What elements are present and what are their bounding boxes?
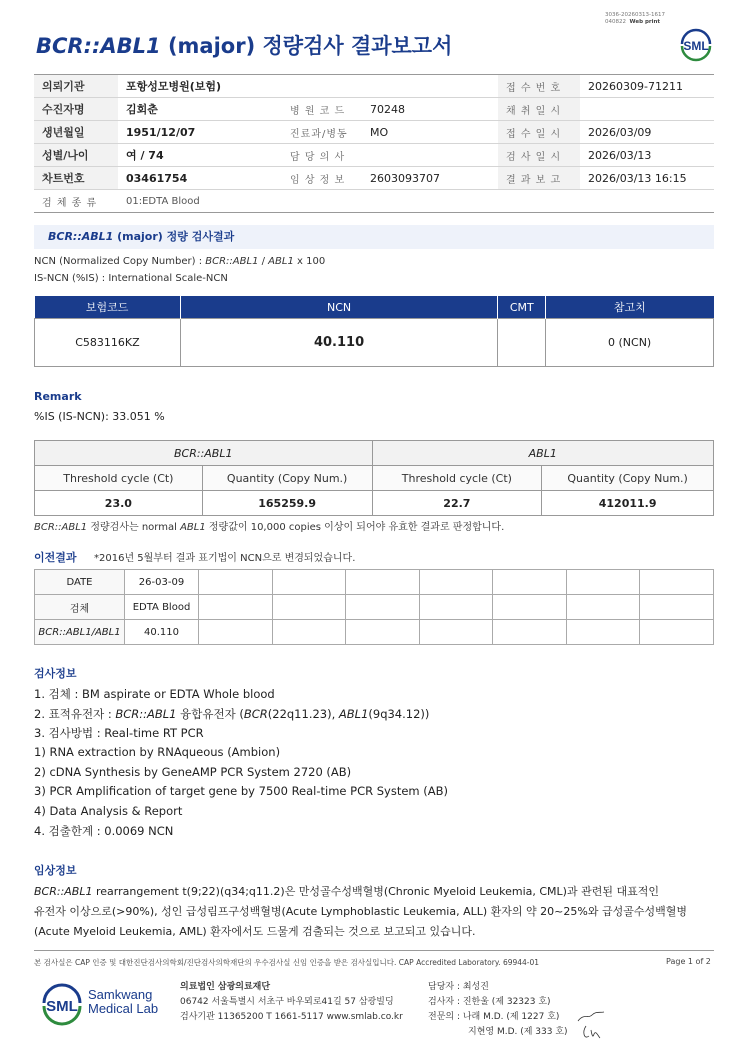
value-test-date: 2026/03/13 — [580, 144, 714, 167]
prev-label-specimen: 검체 — [35, 595, 125, 620]
group-bcr-abl1: BCR::ABL1 — [35, 441, 373, 466]
label-patient-name: 수진자명 — [34, 98, 118, 121]
prev-label-ratio: BCR::ABL1/ABL1 — [35, 620, 125, 645]
label-department: 진료과/병동 — [282, 121, 362, 144]
sml-logo — [676, 26, 716, 66]
cell-reference: 0 (NCN) — [546, 319, 714, 367]
value-qty-1: 165259.9 — [202, 491, 372, 516]
cell-ncn: 40.110 — [180, 319, 497, 367]
exam-line-1: 1. 검체 : BM aspirate or EDTA Whole blood — [34, 687, 275, 701]
patient-info-table — [34, 74, 714, 213]
header-ncn: NCN — [180, 296, 497, 319]
cell-cmt — [498, 319, 546, 367]
clinical-line-1: BCR::ABL1 rearrangement t(9;22)(q34;q11.2)은 만성골수성백혈병(Chronic Myeloid Leukemia, CML)과 관련된 대표적인 — [34, 885, 659, 898]
label-collection-date: 채 취 일 시 — [498, 98, 580, 121]
prev-value-specimen: EDTA Blood — [125, 595, 199, 620]
value-physician — [362, 144, 498, 167]
exam-line-6: 3) PCR Amplification of target gene by 7500 Real-time PCR System (AB) — [34, 784, 449, 798]
group-abl1: ABL1 — [372, 441, 714, 466]
label-hospital-code: 병 원 코 드 — [282, 98, 362, 121]
label-accession-no: 접 수 번 호 — [498, 75, 580, 98]
value-clinical-info: 2603093707 — [362, 167, 498, 190]
page-number: Page 1 of 2 — [666, 957, 711, 966]
value-patient-name: 김회춘 — [118, 98, 282, 121]
clinical-info-title: 임상정보 — [34, 864, 77, 877]
exam-line-2: 2. 표적유전자 : BCR::ABL1 융합유전자 (BCR(22q11.23), ABL1(9q34.12)) — [34, 707, 430, 721]
value-birth-date: 1951/12/07 — [118, 121, 282, 144]
exam-line-4: 1) RNA extraction by RNAqueous (Ambion) — [34, 745, 281, 759]
info-row — [34, 167, 714, 190]
header-qty-2: Quantity (Copy Num.) — [542, 466, 714, 491]
label-specimen-type: 검 체 종 류 — [34, 190, 118, 213]
value-ct-1: 23.0 — [35, 491, 203, 516]
value-collection-date — [580, 98, 714, 121]
staff-line-1: 담당자 : 최성진 — [428, 982, 489, 992]
footer-logo-text: SML — [46, 998, 78, 1015]
staff-line-2: 검사자 : 진한울 (제 32323 호) — [428, 997, 551, 1007]
org-name: 의료법인 삼광의료재단 — [180, 982, 271, 992]
header-cmt: CMT — [498, 296, 546, 319]
exam-info-title: 검사정보 — [34, 667, 77, 680]
isncn-definition: IS-NCN (%IS) : International Scale-NCN — [34, 273, 228, 284]
cell-insurance-code: C583116KZ — [35, 319, 181, 367]
certification-text: 본 검사실은 CAP 인증 및 대한진단검사의학회/진단검사의학재단의 우수검사실 신임 인증을 받은 검사실입니다. CAP Accredited Laboratory. 69944-01 — [34, 958, 540, 967]
staff-line-3: 전문의 : 나래 M.D. (제 1227 호) — [428, 1012, 560, 1022]
value-received-date: 2026/03/09 — [580, 121, 714, 144]
remark-text: %IS (IS-NCN): 33.051 % — [34, 410, 165, 423]
report-title: BCR::ABL1 (major) 정량검사 결과보고서 — [36, 34, 453, 58]
footer-divider — [34, 950, 714, 951]
ncn-definition: NCN (Normalized Copy Number) : BCR::ABL1 / ABL1 x 100 — [34, 256, 326, 267]
value-accession-no: 20260309-71211 — [580, 75, 714, 98]
value-chart-no: 03461754 — [118, 167, 282, 190]
info-row — [34, 144, 714, 167]
exam-line-7: 4) Data Analysis & Report — [34, 804, 183, 818]
label-institution: 의뢰기관 — [34, 75, 118, 98]
header-ct-2: Threshold cycle (Ct) — [372, 466, 542, 491]
clinical-line-3: (Acute Myeloid Leukemia, AML) 환자에서도 드물게 검출되는 것으로 보고되고 있습니다. — [34, 925, 476, 938]
label-clinical-info: 임 상 정 보 — [282, 167, 362, 190]
value-institution: 포항성모병원(보험) — [118, 75, 498, 98]
exam-line-3: 3. 검사방법 : Real-time RT PCR — [34, 726, 204, 740]
org-contact: 검사기관 11365200 T 1661-5117 www.smlab.co.kr — [180, 1012, 403, 1022]
signature-2 — [580, 1024, 604, 1046]
value-sex-age: 여 / 74 — [118, 144, 282, 167]
ct-validity-note: BCR::ABL1 정량검사는 normal ABL1 정량값이 10,000 copies 이상이 되어야 유효한 결과로 판정합니다. — [34, 522, 505, 533]
header-reference: 참고치 — [546, 296, 714, 319]
value-qty-2: 412011.9 — [542, 491, 714, 516]
value-hospital-code: 70248 — [362, 98, 498, 121]
result-table — [34, 296, 714, 367]
prev-value-ratio: 40.110 — [125, 620, 199, 645]
value-department: MO — [362, 121, 498, 144]
staff-line-4: 지현영 M.D. (제 333 호) — [468, 1027, 568, 1037]
prev-label-date: DATE — [35, 570, 125, 595]
clinical-line-2: 유전자 이상으로(>90%), 성인 급성림프구성백혈병(Acute Lymphoblastic Leukemia, ALL) 환자의 약 20~25%와 급성골수성백혈병 — [34, 905, 687, 918]
value-ct-2: 22.7 — [372, 491, 542, 516]
header-insurance-code: 보험코드 — [35, 296, 181, 319]
info-row — [34, 75, 714, 98]
ct-table — [34, 440, 714, 516]
label-sex-age: 성별/나이 — [34, 144, 118, 167]
section-result-title: BCR::ABL1 (major) 정량 검사결과 — [34, 225, 714, 249]
header-ct-1: Threshold cycle (Ct) — [35, 466, 203, 491]
header-qty-1: Quantity (Copy Num.) — [202, 466, 372, 491]
footer-logo — [38, 982, 86, 1030]
org-address: 06742 서울특별시 서초구 바우뫼로41길 57 삼광빌딩 — [180, 997, 394, 1007]
previous-results-note: *2016년 5월부터 결과 표기법이 NCN으로 변경되었습니다. — [94, 553, 356, 564]
value-report-date: 2026/03/13 16:15 — [580, 167, 714, 190]
previous-results-title: 이전결과 — [34, 551, 77, 564]
info-row — [34, 190, 714, 213]
label-chart-no: 차트번호 — [34, 167, 118, 190]
footer-lab-name: Samkwang Medical Lab — [88, 987, 159, 1016]
label-test-date: 검 사 일 시 — [498, 144, 580, 167]
prev-value-date: 26-03-09 — [125, 570, 199, 595]
label-received-date: 접 수 일 시 — [498, 121, 580, 144]
exam-line-8: 4. 검출한계 : 0.0069 NCN — [34, 824, 174, 838]
label-report-date: 결 과 보 고 — [498, 167, 580, 190]
exam-line-5: 2) cDNA Synthesis by GeneAMP PCR System 2720 (AB) — [34, 765, 352, 779]
print-code: 3036-20260313-1617 040822 Web print — [605, 12, 665, 25]
label-physician: 담 당 의 사 — [282, 144, 362, 167]
value-specimen-type: 01:EDTA Blood — [118, 190, 714, 213]
remark-title: Remark — [34, 390, 82, 403]
info-row — [34, 98, 714, 121]
logo-text: SML — [683, 39, 709, 53]
previous-results-table — [34, 569, 714, 645]
label-birth-date: 생년월일 — [34, 121, 118, 144]
info-row — [34, 121, 714, 144]
